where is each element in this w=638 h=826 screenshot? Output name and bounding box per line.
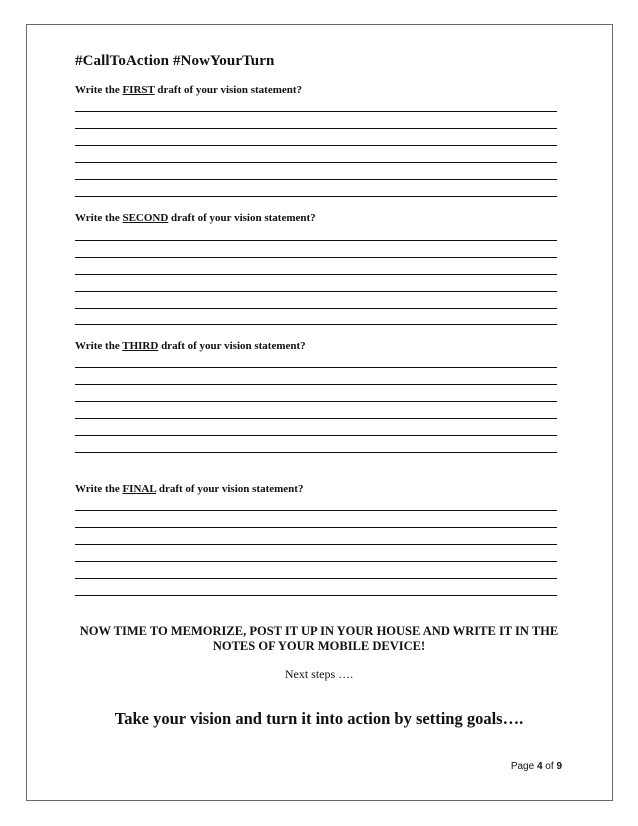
prompt-final-draft: [75, 483, 303, 495]
writing-line[interactable]: [75, 510, 557, 511]
writing-line[interactable]: [75, 418, 557, 419]
prompt-third-draft: [75, 340, 306, 352]
writing-line[interactable]: [75, 435, 557, 436]
writing-line[interactable]: [75, 452, 557, 453]
page-of-label: of: [542, 761, 557, 772]
prompt-suffix: draft of your vision statement?: [154, 84, 303, 96]
writing-line[interactable]: [75, 128, 557, 129]
writing-line[interactable]: [75, 162, 557, 163]
prompt-prefix: Write the: [75, 212, 123, 224]
writing-line[interactable]: [75, 578, 557, 579]
page-current: 4: [536, 761, 543, 772]
prompt-keyword: FINAL: [122, 483, 157, 495]
prompt-keyword: FIRST: [122, 84, 155, 96]
prompt-second-draft: [75, 212, 316, 224]
page-heading: #CallToAction #NowYourTurn: [75, 53, 275, 69]
prompt-keyword: THIRD: [122, 340, 159, 352]
writing-line[interactable]: [75, 111, 557, 112]
writing-line[interactable]: [75, 401, 557, 402]
writing-line[interactable]: [75, 196, 557, 197]
writing-line[interactable]: [75, 179, 557, 180]
writing-line[interactable]: [75, 240, 557, 241]
writing-line[interactable]: [75, 595, 557, 596]
page-label: Page: [510, 761, 537, 772]
page-border: [26, 24, 613, 801]
prompt-suffix: draft of your vision statement?: [168, 212, 316, 224]
writing-line[interactable]: [75, 527, 557, 528]
prompt-suffix: draft of your vision statement?: [156, 483, 304, 495]
writing-line[interactable]: [75, 257, 557, 258]
memorize-callout: NOW TIME TO MEMORIZE, POST IT UP IN YOUR HOUSE AND WRITE IT IN THE NOTES OF YOUR MOBILE DEVICE!: [79, 624, 559, 653]
next-steps-text: Next steps ….: [284, 667, 354, 681]
prompt-prefix: Write the: [75, 84, 123, 96]
take-action-text: Take your vision and turn it into action by setting goals….: [114, 709, 524, 728]
page-number: [511, 761, 562, 772]
writing-line[interactable]: [75, 274, 557, 275]
writing-line[interactable]: [75, 145, 557, 146]
prompt-prefix: Write the: [75, 340, 123, 352]
prompt-keyword: SECOND: [122, 212, 169, 224]
writing-line[interactable]: [75, 544, 557, 545]
prompt-first-draft: [75, 84, 302, 96]
writing-line[interactable]: [75, 384, 557, 385]
writing-line[interactable]: [75, 367, 557, 368]
prompt-suffix: draft of your vision statement?: [158, 340, 306, 352]
writing-line[interactable]: [75, 291, 557, 292]
page-total: 9: [556, 761, 562, 772]
writing-line[interactable]: [75, 324, 557, 325]
writing-line[interactable]: [75, 308, 557, 309]
prompt-prefix: Write the: [75, 483, 123, 495]
writing-line[interactable]: [75, 561, 557, 562]
